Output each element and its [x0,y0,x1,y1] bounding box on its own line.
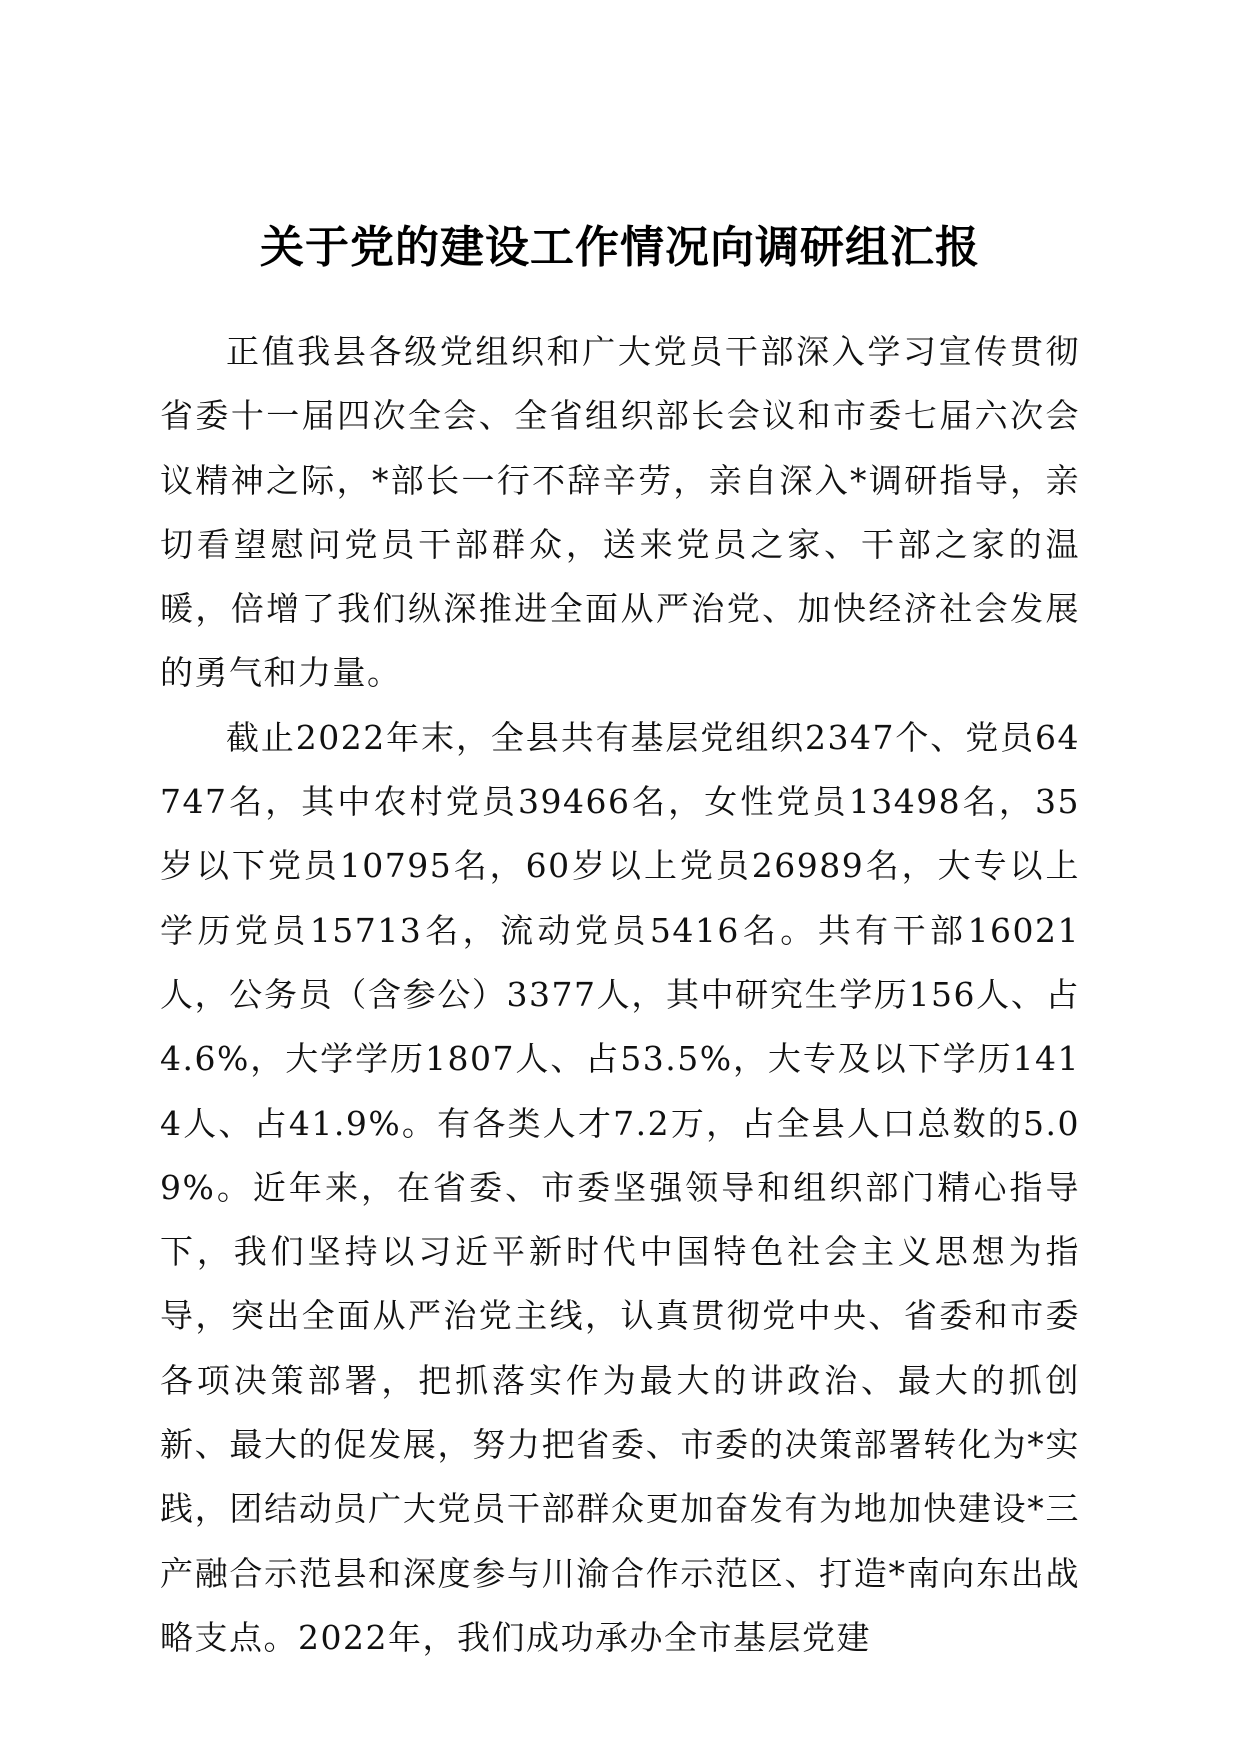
document-title: 关于党的建设工作情况向调研组汇报 [260,222,980,273]
paragraph-intro: 正值我县各级党组织和广大党员干部深入学习宣传贯彻省委十一届四次全会、全省组织部长会议和市委七届六次会议精神之际，*部长一行不辞辛劳，亲自深入*调研指导，亲切看望慰问党员干部群众，送来党员之家、干部之家的温暖，倍增了我们纵深推进全面从严治党、加快经济社会发展的勇气和力量。 [160,332,1080,693]
paragraph-statistics: 截止2022年末，全县共有基层党组织2347个、党员64747名，其中农村党员39466名，女性党员13498名，35岁以下党员10795名，60岁以上党员26989名，大专以上学历党员15713名，流动党员5416名。共有干部16021人，公务员（含参公）3377人，其中研究生学历156人、占4.6%，大学学历1807人、占53.5%，大专及以下学历1414人、占41.9%。有各类人才7.2万，占全县人口总数的5.09%。近年来，在省委、市委坚强领导和组织部门精心指导下，我们坚持以习近平新时代中国特色社会主义思想为指导，突出全面从严治党主线，认真贯彻党中央、省委和市委各项决策部署，把抓落实作为最大的讲政治、最大的抓创新、最大的促发展，努力把省委、市委的决策部署转化为*实践，团结动员广大党员干部群众更加奋发有为地加快建设*三产融合示范县和深度参与川渝合作示范区、打造*南向东出战略支点。2022年，我们成功承办全市基层党建 [160,717,1080,1657]
document-body [160,320,1080,1670]
